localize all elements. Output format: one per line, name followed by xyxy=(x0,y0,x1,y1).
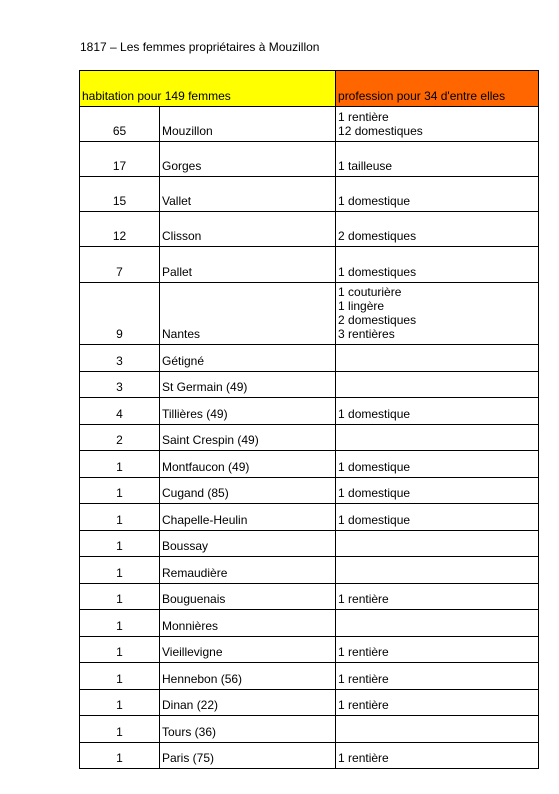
count-cell: 7 xyxy=(80,247,160,283)
profession-cell xyxy=(336,610,539,637)
place-cell: St Germain (49) xyxy=(160,372,336,398)
profession-cell xyxy=(336,142,539,177)
profession-line: 3 rentières xyxy=(338,327,395,341)
profession-line: 1 domestique xyxy=(338,194,411,208)
table-row xyxy=(80,107,539,142)
place-cell: Remaudière xyxy=(160,557,336,584)
table-row xyxy=(80,142,539,177)
profession-cell xyxy=(336,345,539,372)
profession-line: 1 domestique xyxy=(338,513,411,527)
count-cell: 1 xyxy=(80,743,160,769)
profession-header: profession pour 34 d'entre elles xyxy=(336,71,539,107)
place-cell: Chapelle-Heulin xyxy=(160,504,336,531)
profession-line: 12 domestiques xyxy=(338,124,423,138)
table-row xyxy=(80,398,539,425)
place-cell: Gétigné xyxy=(160,345,336,372)
place-cell: Clisson xyxy=(160,212,336,247)
profession-cell xyxy=(336,531,539,557)
page-title: 1817 – Les femmes propriétaires à Mouzillon xyxy=(80,40,320,54)
count-cell: 1 xyxy=(80,637,160,663)
table-row xyxy=(80,531,539,557)
profession-line: 1 rentière xyxy=(338,698,389,712)
place-cell: Bouguenais xyxy=(160,584,336,610)
table-row xyxy=(80,557,539,584)
table-row xyxy=(80,478,539,504)
count-cell: 1 xyxy=(80,610,160,637)
count-cell: 1 xyxy=(80,451,160,478)
table-row xyxy=(80,283,539,345)
table-row xyxy=(80,637,539,663)
place-cell: Montfaucon (49) xyxy=(160,451,336,478)
profession-cell xyxy=(336,557,539,584)
table-row xyxy=(80,177,539,212)
place-cell: Pallet xyxy=(160,247,336,283)
profession-cell xyxy=(336,425,539,451)
count-cell: 12 xyxy=(80,212,160,247)
count-cell: 1 xyxy=(80,716,160,743)
place-cell: Paris (75) xyxy=(160,743,336,769)
table-row xyxy=(80,716,539,743)
count-cell: 1 xyxy=(80,478,160,504)
count-cell: 9 xyxy=(80,283,160,345)
profession-line: 1 domestique xyxy=(338,486,411,500)
profession-cell xyxy=(336,372,539,398)
profession-cell xyxy=(336,504,539,531)
profession-line: 1 domestique xyxy=(338,407,411,421)
count-cell: 3 xyxy=(80,345,160,372)
profession-cell xyxy=(336,283,539,345)
place-cell: Mouzillon xyxy=(160,107,336,142)
profession-cell xyxy=(336,690,539,716)
profession-cell xyxy=(336,663,539,690)
count-cell: 17 xyxy=(80,142,160,177)
profession-line: 1 lingère xyxy=(338,299,385,313)
count-cell: 65 xyxy=(80,107,160,142)
table-row xyxy=(80,425,539,451)
profession-cell xyxy=(336,177,539,212)
habitation-header: habitation pour 149 femmes xyxy=(80,71,336,107)
profession-line: 1 rentière xyxy=(338,645,389,659)
count-cell: 1 xyxy=(80,557,160,584)
women-owners-table xyxy=(79,70,538,769)
profession-cell xyxy=(336,247,539,283)
profession-line: 1 rentière xyxy=(338,672,389,686)
profession-line: 1 tailleuse xyxy=(338,159,393,173)
place-cell: Vieillevigne xyxy=(160,637,336,663)
profession-cell xyxy=(336,637,539,663)
profession-line: 1 rentière xyxy=(338,751,389,765)
count-cell: 15 xyxy=(80,177,160,212)
place-cell: Nantes xyxy=(160,283,336,345)
profession-cell xyxy=(336,451,539,478)
profession-cell xyxy=(336,107,539,142)
table-row xyxy=(80,372,539,398)
place-cell: Boussay xyxy=(160,531,336,557)
place-cell: Hennebon (56) xyxy=(160,663,336,690)
table-row xyxy=(80,451,539,478)
profession-cell xyxy=(336,743,539,769)
count-cell: 1 xyxy=(80,504,160,531)
profession-line: 1 domestique xyxy=(338,460,411,474)
table-header-row xyxy=(80,71,539,107)
table-row xyxy=(80,610,539,637)
profession-cell xyxy=(336,398,539,425)
place-cell: Vallet xyxy=(160,177,336,212)
table-row xyxy=(80,247,539,283)
profession-line: 2 domestiques xyxy=(338,229,417,243)
table-row xyxy=(80,690,539,716)
table-row xyxy=(80,663,539,690)
place-cell: Monnières xyxy=(160,610,336,637)
profession-cell xyxy=(336,584,539,610)
place-cell: Tillières (49) xyxy=(160,398,336,425)
count-cell: 3 xyxy=(80,372,160,398)
profession-line: 1 rentière xyxy=(338,110,389,124)
count-cell: 2 xyxy=(80,425,160,451)
count-cell: 1 xyxy=(80,584,160,610)
profession-line: 1 rentière xyxy=(338,592,389,606)
profession-line: 1 domestiques xyxy=(338,265,417,279)
place-cell: Dinan (22) xyxy=(160,690,336,716)
place-cell: Saint Crespin (49) xyxy=(160,425,336,451)
place-cell: Cugand (85) xyxy=(160,478,336,504)
count-cell: 1 xyxy=(80,690,160,716)
table-row xyxy=(80,584,539,610)
table-row xyxy=(80,212,539,247)
profession-cell xyxy=(336,212,539,247)
table-row xyxy=(80,504,539,531)
table-row xyxy=(80,345,539,372)
profession-cell xyxy=(336,478,539,504)
place-cell: Gorges xyxy=(160,142,336,177)
table-row xyxy=(80,743,539,769)
count-cell: 4 xyxy=(80,398,160,425)
profession-line: 2 domestiques xyxy=(338,313,417,327)
profession-cell xyxy=(336,716,539,743)
count-cell: 1 xyxy=(80,531,160,557)
count-cell: 1 xyxy=(80,663,160,690)
profession-line: 1 couturière xyxy=(338,285,402,299)
place-cell: Tours (36) xyxy=(160,716,336,743)
